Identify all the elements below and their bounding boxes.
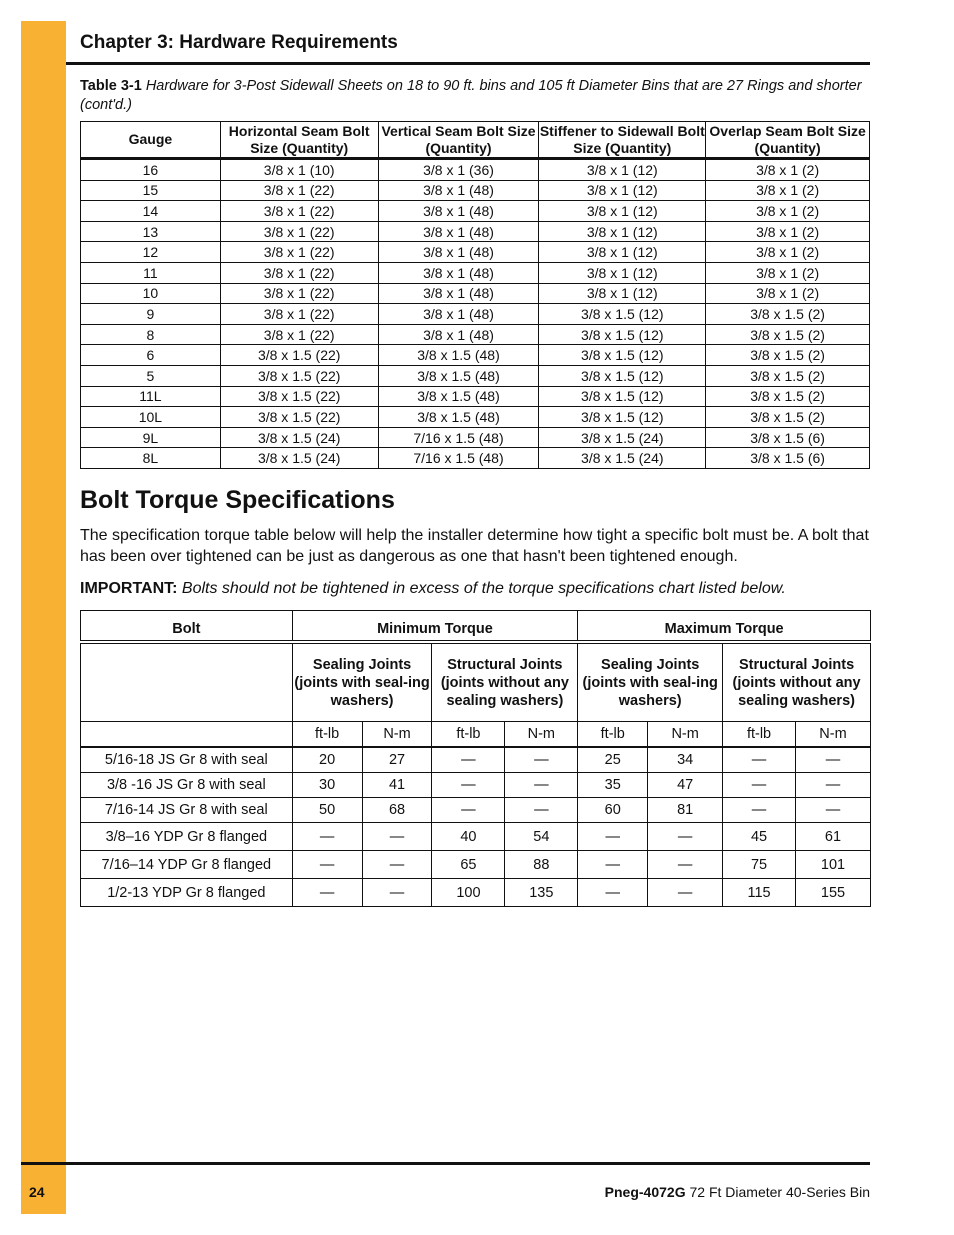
table-cell: 3/8 x 1 (2) [706, 201, 870, 222]
table-cell: 3/8 x 1.5 (2) [706, 324, 870, 345]
table-cell: 3/8 x 1 (36) [378, 159, 539, 181]
torque-value-cell: 101 [796, 851, 871, 879]
table-cell: 3/8 x 1 (2) [706, 221, 870, 242]
torque-value-cell: 30 [292, 773, 362, 798]
page-number: 24 [29, 1184, 45, 1200]
unit-empty [81, 722, 293, 748]
torque-value-cell: 25 [578, 747, 648, 773]
table-cell: 3/8 x 1 (2) [706, 283, 870, 304]
doc-code: Pneg-4072G [604, 1184, 686, 1200]
table-cell: 3/8 x 1.5 (6) [706, 427, 870, 448]
unit-ftlb: ft-lb [432, 722, 505, 748]
table-cell: 3/8 x 1 (48) [378, 180, 539, 201]
table-row [81, 262, 870, 283]
table-cell: 3/8 x 1 (12) [539, 201, 706, 222]
header-overlap-seam: Overlap Seam Bolt Size (Quantity) [706, 122, 870, 159]
table-row [81, 180, 870, 201]
table-cell: 3/8 x 1 (12) [539, 180, 706, 201]
important-label: IMPORTANT: [80, 580, 178, 597]
unit-nm: N-m [648, 722, 723, 748]
table-cell: 3/8 x 1.5 (48) [378, 365, 539, 386]
torque-value-cell: — [432, 773, 505, 798]
bolt-name-cell: 3/8–16 YDP Gr 8 flanged [81, 823, 293, 851]
torque-value-cell: 34 [648, 747, 723, 773]
bolt-name-cell: 7/16–14 YDP Gr 8 flanged [81, 851, 293, 879]
torque-value-cell: 61 [796, 823, 871, 851]
table-label: Table 3-1 [80, 78, 142, 94]
torque-table-body [81, 747, 871, 907]
torque-value-cell: 155 [796, 879, 871, 907]
table-cell: 3/8 x 1.5 (12) [539, 365, 706, 386]
table-cell: 3/8 x 1.5 (2) [706, 386, 870, 407]
table-caption-text: Hardware for 3-Post Sidewall Sheets on 18 to 90 ft. bins and 105 ft Diameter Bins that are 27 Rings and shorter (cont'd.) [80, 78, 862, 113]
torque-value-cell: — [578, 879, 648, 907]
table-cell: 13 [81, 221, 221, 242]
table-row [81, 427, 870, 448]
table-cell: 10L [81, 407, 221, 428]
table-cell: 3/8 x 1 (10) [220, 159, 378, 181]
table-cell: 3/8 x 1.5 (22) [220, 345, 378, 366]
torque-value-cell: 35 [578, 773, 648, 798]
header-maximum-torque: Maximum Torque [578, 611, 871, 643]
table-cell: 16 [81, 159, 221, 181]
table-cell: 3/8 x 1 (22) [220, 201, 378, 222]
table-cell: 3/8 x 1 (12) [539, 221, 706, 242]
table-cell: 3/8 x 1.5 (2) [706, 407, 870, 428]
table-row [81, 747, 871, 773]
table-row [81, 324, 870, 345]
subheader-min-sealing: Sealing Joints (joints with seal-ing washers) [292, 642, 432, 722]
table-cell: 15 [81, 180, 221, 201]
table-cell: 7/16 x 1.5 (48) [378, 448, 539, 469]
table-row [81, 159, 870, 181]
header-bolt: Bolt [81, 611, 293, 643]
torque-value-cell: — [578, 851, 648, 879]
table-cell: 3/8 x 1.5 (12) [539, 304, 706, 325]
table-cell: 9 [81, 304, 221, 325]
table-cell: 11 [81, 262, 221, 283]
table-cell: 3/8 x 1.5 (2) [706, 365, 870, 386]
table-row [81, 283, 870, 304]
table-cell: 3/8 x 1.5 (48) [378, 386, 539, 407]
bolt-name-cell: 5/16-18 JS Gr 8 with seal [81, 747, 293, 773]
hardware-table [80, 121, 870, 469]
torque-value-cell: — [648, 851, 723, 879]
chapter-color-bar [21, 21, 66, 1214]
table-cell: 3/8 x 1 (2) [706, 180, 870, 201]
table-cell: 3/8 x 1 (22) [220, 324, 378, 345]
table-cell: 3/8 x 1.5 (12) [539, 386, 706, 407]
table-cell: 3/8 x 1.5 (12) [539, 345, 706, 366]
torque-value-cell: 100 [432, 879, 505, 907]
torque-value-cell: — [292, 823, 362, 851]
table-cell: 3/8 x 1.5 (24) [220, 448, 378, 469]
table-row [81, 823, 871, 851]
footer-document-title [605, 1184, 870, 1200]
table-cell: 3/8 x 1.5 (2) [706, 304, 870, 325]
torque-value-cell: — [362, 851, 432, 879]
torque-value-cell: 135 [505, 879, 578, 907]
table-cell: 3/8 x 1 (22) [220, 262, 378, 283]
table-cell: 3/8 x 1 (48) [378, 201, 539, 222]
bolt-name-cell: 3/8 -16 JS Gr 8 with seal [81, 773, 293, 798]
header-stiffener: Stiffener to Sidewall Bolt Size (Quantity) [539, 122, 706, 159]
torque-value-cell: 20 [292, 747, 362, 773]
torque-value-cell: — [362, 823, 432, 851]
table-cell: 3/8 x 1 (22) [220, 283, 378, 304]
header-minimum-torque: Minimum Torque [292, 611, 578, 643]
table-cell: 3/8 x 1 (12) [539, 242, 706, 263]
table-cell: 3/8 x 1.5 (24) [539, 427, 706, 448]
torque-value-cell: — [648, 823, 723, 851]
torque-value-cell: 47 [648, 773, 723, 798]
table-cell: 3/8 x 1 (2) [706, 262, 870, 283]
table-cell: 3/8 x 1.5 (12) [539, 324, 706, 345]
torque-value-cell: — [796, 798, 871, 823]
table-row [81, 201, 870, 222]
section-title: Bolt Torque Specifications [80, 486, 395, 514]
torque-value-cell: — [796, 773, 871, 798]
subheader-empty [81, 642, 293, 722]
torque-value-cell: — [292, 851, 362, 879]
subheader-max-structural: Structural Joints (joints without any sealing washers) [723, 642, 871, 722]
bolt-name-cell: 7/16-14 JS Gr 8 with seal [81, 798, 293, 823]
hardware-table-header [81, 122, 870, 159]
table-cell: 3/8 x 1.5 (24) [220, 427, 378, 448]
table-row [81, 365, 870, 386]
subheader-min-structural: Structural Joints (joints without any sealing washers) [432, 642, 578, 722]
torque-value-cell: — [505, 747, 578, 773]
bolt-name-cell: 1/2-13 YDP Gr 8 flanged [81, 879, 293, 907]
unit-nm: N-m [505, 722, 578, 748]
table-cell: 3/8 x 1.5 (22) [220, 407, 378, 428]
torque-value-cell: 27 [362, 747, 432, 773]
subheader-max-sealing: Sealing Joints (joints with seal-ing washers) [578, 642, 723, 722]
footer-rule [21, 1162, 870, 1165]
table-row [81, 851, 871, 879]
table-cell: 3/8 x 1 (48) [378, 324, 539, 345]
unit-ftlb: ft-lb [292, 722, 362, 748]
torque-value-cell: 68 [362, 798, 432, 823]
intro-paragraph: The specification torque table below will help the installer determine how tight a specific bolt must be. A bolt that has been over tightened can be just as dangerous as one that hasn't been tightened enough. [80, 527, 869, 565]
torque-value-cell: — [362, 879, 432, 907]
table-cell: 3/8 x 1.5 (22) [220, 365, 378, 386]
table-cell: 3/8 x 1 (12) [539, 159, 706, 181]
table-row [81, 798, 871, 823]
torque-value-cell: — [578, 823, 648, 851]
torque-value-cell: — [505, 773, 578, 798]
table-cell: 10 [81, 283, 221, 304]
torque-table-units [81, 722, 871, 748]
unit-nm: N-m [796, 722, 871, 748]
table-cell: 5 [81, 365, 221, 386]
table-cell: 3/8 x 1 (22) [220, 221, 378, 242]
torque-value-cell: — [432, 798, 505, 823]
doc-title: 72 Ft Diameter 40-Series Bin [685, 1184, 870, 1200]
torque-value-cell: 41 [362, 773, 432, 798]
torque-value-cell: 54 [505, 823, 578, 851]
table-row [81, 242, 870, 263]
table-cell: 11L [81, 386, 221, 407]
table-cell: 8L [81, 448, 221, 469]
header-gauge: Gauge [81, 122, 221, 159]
unit-ftlb: ft-lb [723, 722, 796, 748]
table-cell: 3/8 x 1.5 (12) [539, 407, 706, 428]
torque-value-cell: 45 [723, 823, 796, 851]
table-cell: 6 [81, 345, 221, 366]
torque-value-cell: — [505, 798, 578, 823]
torque-value-cell: 81 [648, 798, 723, 823]
table-row [81, 448, 870, 469]
table-cell: 3/8 x 1 (48) [378, 221, 539, 242]
important-note [80, 578, 870, 599]
table-cell: 3/8 x 1.5 (22) [220, 386, 378, 407]
table-cell: 3/8 x 1 (22) [220, 242, 378, 263]
table-cell: 3/8 x 1.5 (48) [378, 407, 539, 428]
torque-value-cell: — [292, 879, 362, 907]
header-rule [66, 62, 870, 65]
table-cell: 3/8 x 1 (48) [378, 283, 539, 304]
unit-nm: N-m [362, 722, 432, 748]
table-cell: 3/8 x 1 (48) [378, 242, 539, 263]
table-row [81, 221, 870, 242]
table-cell: 3/8 x 1.5 (24) [539, 448, 706, 469]
header-horizontal-seam: Horizontal Seam Bolt Size (Quantity) [220, 122, 378, 159]
torque-value-cell: — [723, 773, 796, 798]
table-cell: 3/8 x 1 (22) [220, 180, 378, 201]
torque-value-cell: 88 [505, 851, 578, 879]
table-cell: 9L [81, 427, 221, 448]
torque-table-header [81, 611, 871, 643]
unit-ftlb: ft-lb [578, 722, 648, 748]
torque-value-cell: — [432, 747, 505, 773]
table-cell: 3/8 x 1.5 (2) [706, 345, 870, 366]
torque-table-subheader [81, 642, 871, 722]
table-row [81, 407, 870, 428]
table-row [81, 304, 870, 325]
hardware-table-body [81, 159, 870, 469]
chapter-title: Chapter 3: Hardware Requirements [80, 32, 398, 53]
table-caption [80, 77, 870, 115]
table-cell: 3/8 x 1 (48) [378, 262, 539, 283]
table-row [81, 345, 870, 366]
table-cell: 3/8 x 1 (48) [378, 304, 539, 325]
table-cell: 12 [81, 242, 221, 263]
important-text: Bolts should not be tightened in excess of the torque specifications chart listed below. [177, 580, 786, 597]
table-cell: 3/8 x 1.5 (48) [378, 345, 539, 366]
table-cell: 3/8 x 1 (12) [539, 262, 706, 283]
table-cell: 7/16 x 1.5 (48) [378, 427, 539, 448]
torque-value-cell: 40 [432, 823, 505, 851]
table-cell: 3/8 x 1 (2) [706, 242, 870, 263]
table-cell: 3/8 x 1 (22) [220, 304, 378, 325]
table-row [81, 879, 871, 907]
table-row [81, 773, 871, 798]
table-row [81, 386, 870, 407]
table-cell: 3/8 x 1 (12) [539, 283, 706, 304]
torque-value-cell: 50 [292, 798, 362, 823]
table-cell: 8 [81, 324, 221, 345]
torque-value-cell: — [796, 747, 871, 773]
table-cell: 3/8 x 1.5 (6) [706, 448, 870, 469]
table-cell: 14 [81, 201, 221, 222]
torque-value-cell: — [723, 798, 796, 823]
torque-value-cell: — [723, 747, 796, 773]
torque-value-cell: — [648, 879, 723, 907]
torque-value-cell: 65 [432, 851, 505, 879]
torque-table [80, 610, 871, 907]
torque-value-cell: 60 [578, 798, 648, 823]
header-vertical-seam: Vertical Seam Bolt Size (Quantity) [378, 122, 539, 159]
torque-value-cell: 75 [723, 851, 796, 879]
torque-value-cell: 115 [723, 879, 796, 907]
table-cell: 3/8 x 1 (2) [706, 159, 870, 181]
